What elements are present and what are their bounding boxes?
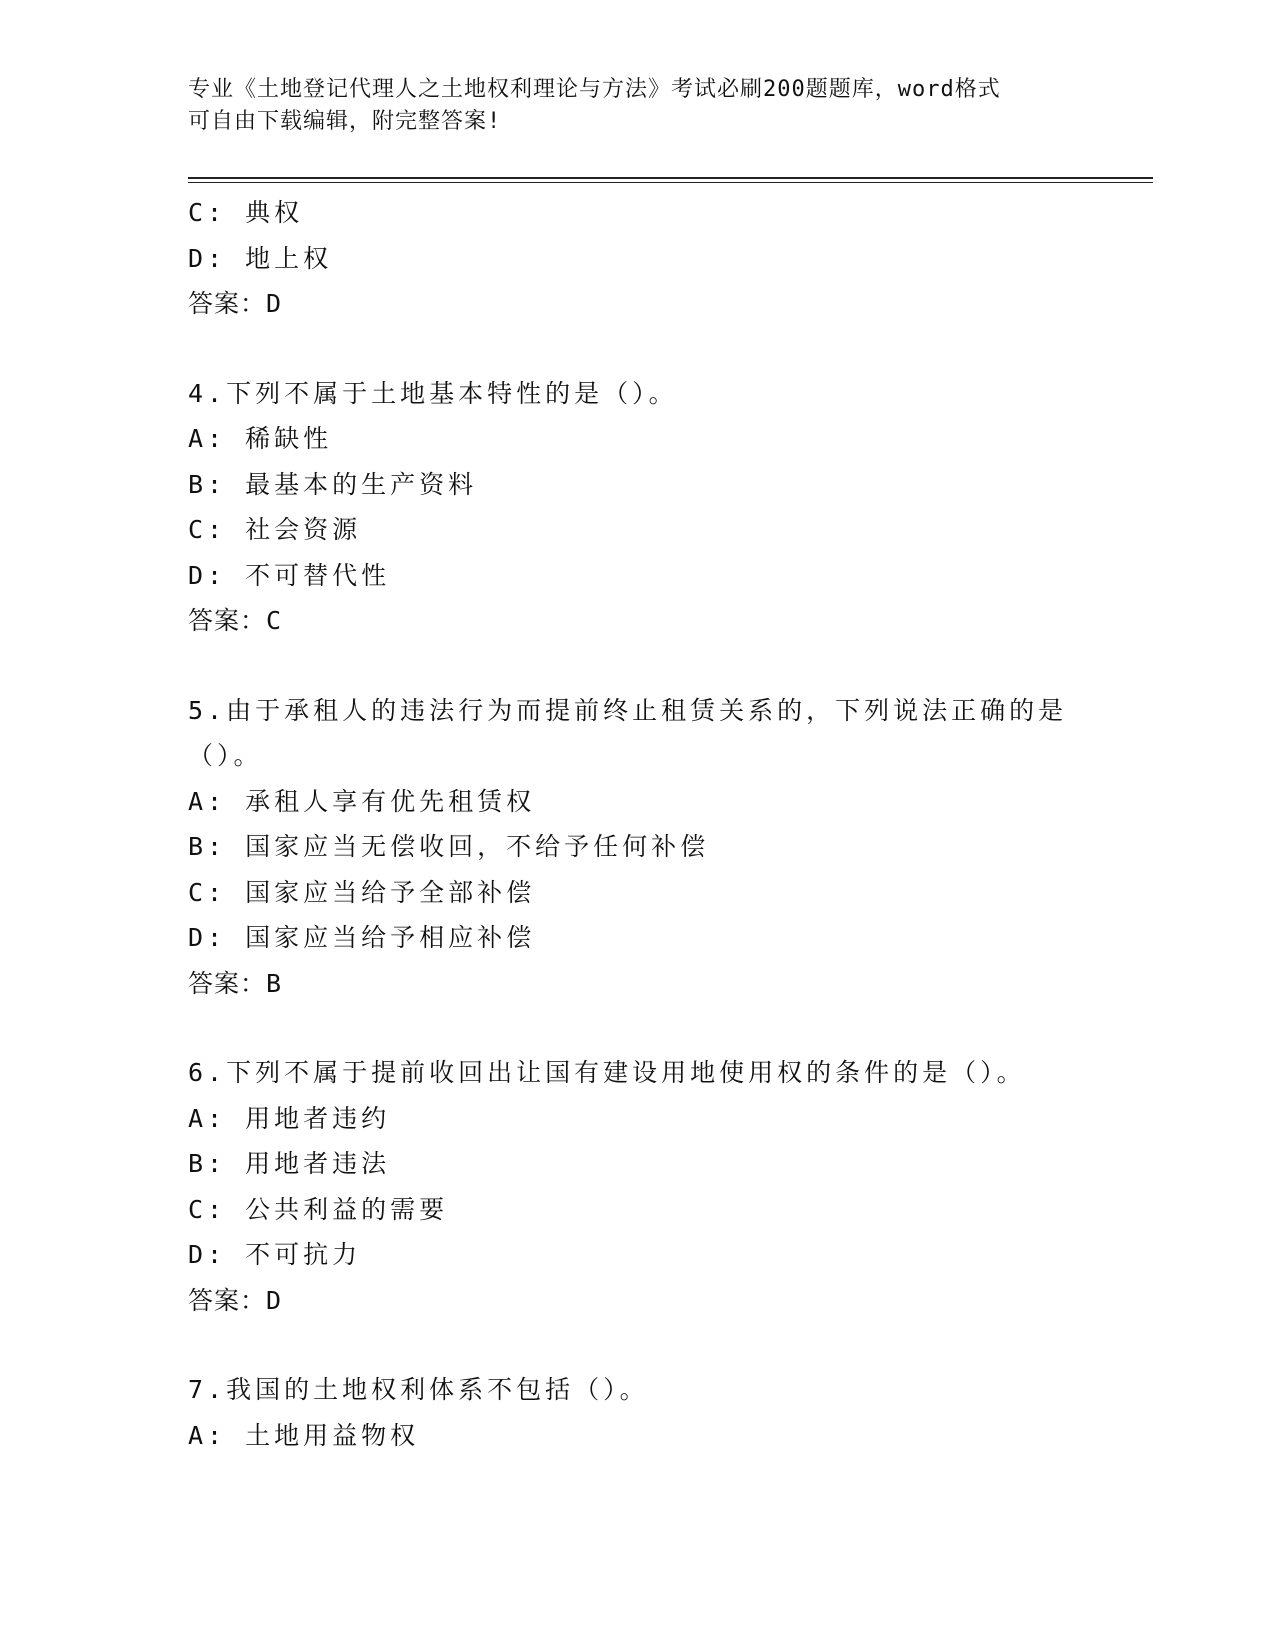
header-line-1: 专业《土地登记代理人之土地权利理论与方法》考试必刷200题题库，word格式 <box>188 77 1001 102</box>
option-a: A: 土地用益物权 <box>188 1420 420 1450</box>
answer: 答案：C <box>188 606 283 635</box>
option-d: D: 不可抗力 <box>188 1240 362 1269</box>
question-block-5 <box>188 688 1088 1007</box>
option-b: B: 用地者违法 <box>188 1149 391 1178</box>
answer: 答案：D <box>188 1285 283 1315</box>
question-block-7 <box>188 1367 1088 1458</box>
option-d: D: 地上权 <box>188 243 333 273</box>
document-header <box>188 74 1078 138</box>
question-text: 7.我国的土地权利体系不包括（）。 <box>188 1375 649 1404</box>
option-d: D: 国家应当给予相应补偿 <box>188 923 536 952</box>
header-line-2: 可自由下载编辑，附完整答案! <box>188 109 502 134</box>
option-a: A: 用地者违约 <box>188 1103 391 1133</box>
option-b: B: 最基本的生产资料 <box>188 469 478 499</box>
question-text: 5.由于承租人的违法行为而提前终止租赁关系的，下列说法正确的是（）。 <box>188 695 1068 770</box>
option-c: C: 社会资源 <box>188 515 362 544</box>
header-divider-thin <box>188 182 1153 183</box>
option-c: C: 典权 <box>188 198 304 227</box>
option-a: A: 稀缺性 <box>188 424 333 453</box>
answer: 答案：D <box>188 289 283 318</box>
question-text: 4.下列不属于土地基本特性的是（）。 <box>188 378 678 408</box>
option-c: C: 公共利益的需要 <box>188 1194 449 1224</box>
answer: 答案：B <box>188 968 283 998</box>
question-block-4 <box>188 371 1088 644</box>
option-c: C: 国家应当给予全部补偿 <box>188 877 536 907</box>
question-list <box>188 190 1088 1458</box>
question-block-6 <box>188 1050 1088 1323</box>
option-b: B: 国家应当无偿收回，不给予任何补偿 <box>188 832 710 861</box>
question-text: 6.下列不属于提前收回出让国有建设用地使用权的条件的是（）。 <box>188 1058 1026 1087</box>
header-divider-thick <box>188 177 1153 179</box>
option-a: A: 承租人享有优先租赁权 <box>188 786 536 816</box>
question-block-3-partial <box>188 190 1088 327</box>
option-d: D: 不可替代性 <box>188 560 391 590</box>
